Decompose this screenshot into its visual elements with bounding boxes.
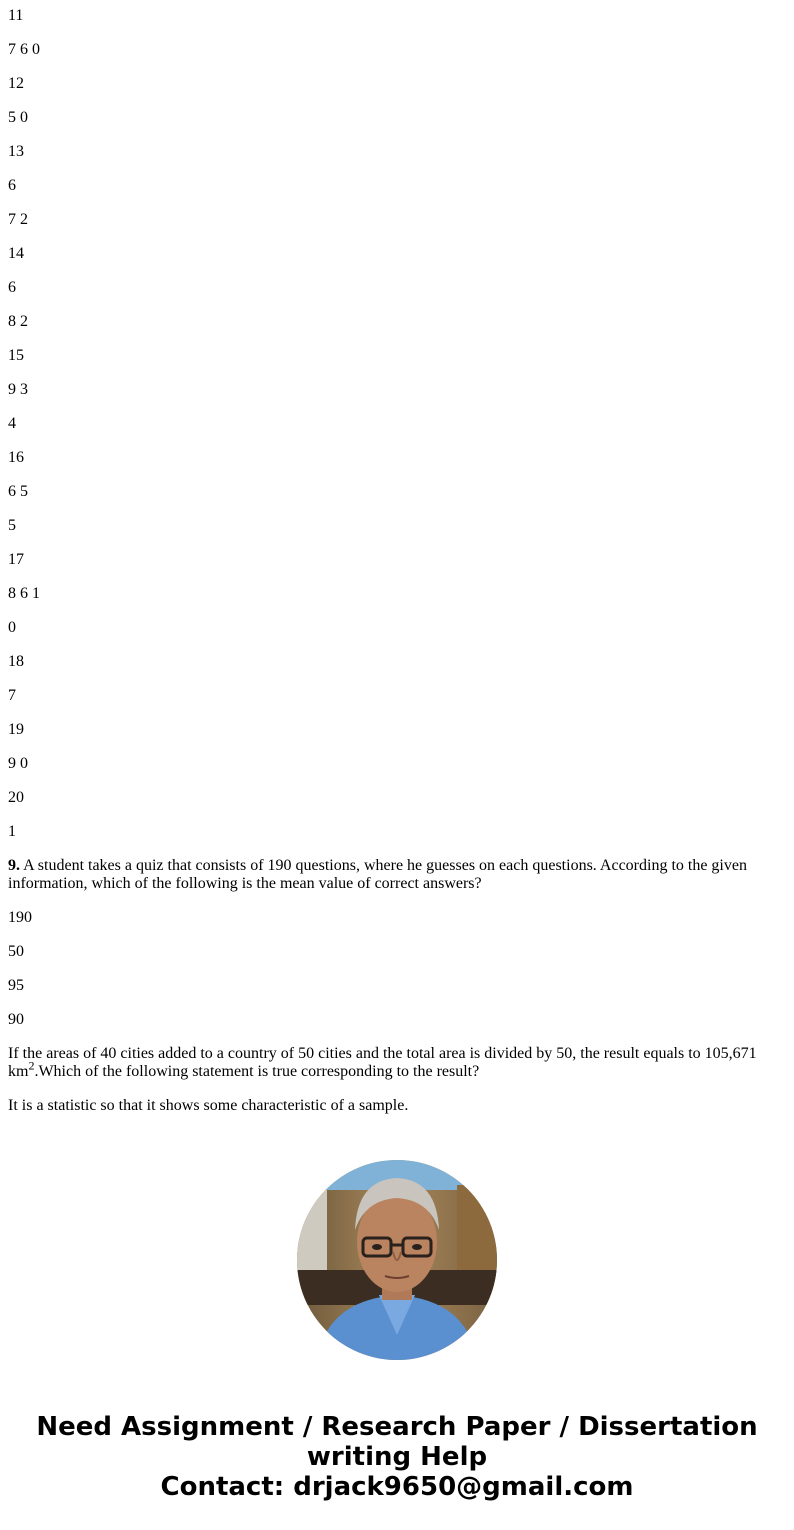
promo-line: writing Help (306, 1442, 488, 1472)
text-line: 18 (8, 653, 24, 670)
text-line: 7 6 0 (8, 41, 40, 58)
promo-contact: Contact: drjack9650@gmail.com (160, 1472, 634, 1502)
text-line: 19 (8, 721, 24, 738)
document-body (0, 7, 794, 1115)
text-line: 8 6 1 (8, 585, 40, 602)
answer-option: 190 (8, 909, 32, 926)
text-line: 17 (8, 551, 24, 568)
text-line: 9 0 (8, 755, 28, 772)
text-line: 13 (8, 143, 24, 160)
text-line: 7 (8, 687, 16, 704)
text-line: 15 (8, 347, 24, 364)
text-line: 8 2 (8, 313, 28, 330)
text-line: 6 (8, 177, 16, 194)
superscript: 2 (28, 1058, 35, 1073)
text-line: 6 (8, 279, 16, 296)
question-9 (8, 857, 786, 893)
text-line: 14 (8, 245, 24, 262)
text-line: 9 3 (8, 381, 28, 398)
text-line: 4 (8, 415, 16, 432)
answer-option: 90 (8, 1011, 24, 1028)
text-line: 7 2 (8, 211, 28, 228)
text-line: 6 5 (8, 483, 28, 500)
portrait-photo (297, 1160, 497, 1360)
answer-text: It is a statistic so that it shows some characteristic of a sample. (8, 1097, 409, 1114)
question-text: A student takes a quiz that consists of 190 questions, where he guesses on each questions. According to the given information, which of the following is the mean value of correct answers? (8, 857, 747, 892)
answer-option: 50 (8, 943, 24, 960)
text-line: 12 (8, 75, 24, 92)
promo-line: Need Assignment / Research Paper / Dissertation (36, 1412, 758, 1442)
text-line: 5 (8, 517, 16, 534)
answer-option: 95 (8, 977, 24, 994)
question-10 (8, 1045, 786, 1081)
text-line: 5 0 (8, 109, 28, 126)
text-line: 0 (8, 619, 16, 636)
text-line: 11 (8, 7, 24, 24)
promo-banner (0, 1412, 794, 1502)
avatar (297, 1160, 497, 1360)
text-line: 20 (8, 789, 24, 806)
text-line: 1 (8, 823, 16, 840)
question-text-end: .Which of the following statement is true corresponding to the result? (34, 1063, 480, 1080)
text-line: 16 (8, 449, 24, 466)
question-number: 9. (8, 857, 20, 874)
question-text: If the areas of 40 cities added to a country of 50 cities and the total area is divided by 50, the result equals to 105,671 km (8, 1045, 757, 1080)
